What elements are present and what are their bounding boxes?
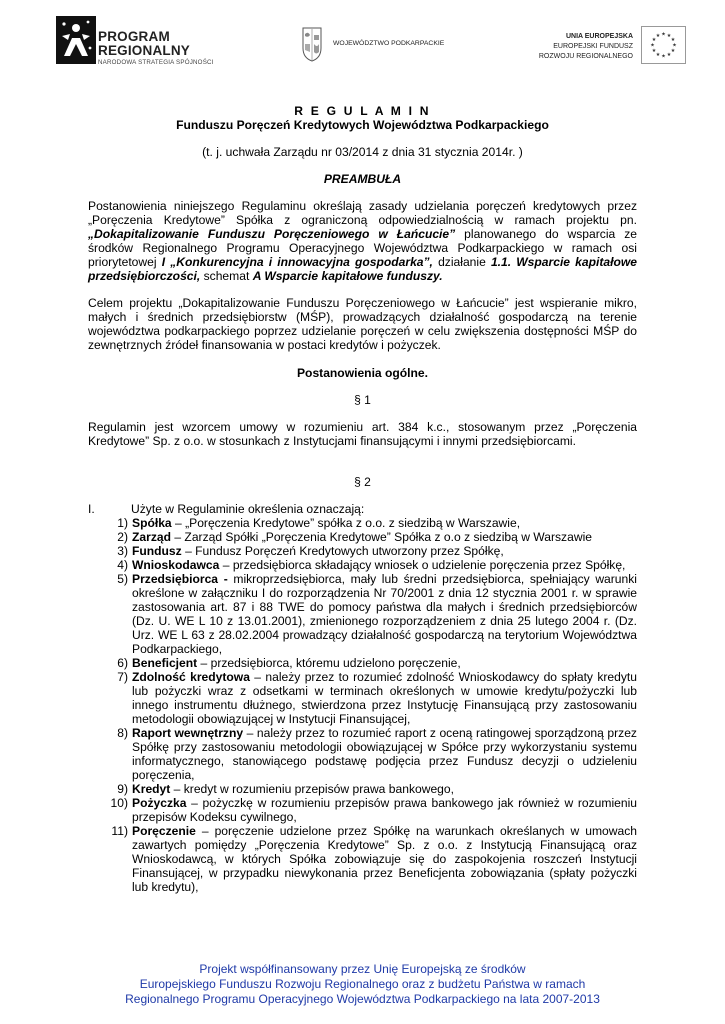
definition-number: 9) (117, 782, 128, 796)
doc-resolution: (t. j. uchwała Zarządu nr 03/2014 z dnia 31 stycznia 2014r. ) (202, 145, 523, 159)
svg-text:★: ★ (670, 48, 676, 54)
definition-term: Spółka (132, 516, 172, 530)
definition-text (132, 726, 637, 782)
definition-text (132, 530, 637, 544)
svg-text:★: ★ (655, 52, 661, 59)
definition-number: 5) (117, 572, 128, 586)
general-provisions-heading: Postanowienia ogólne. (296, 366, 429, 380)
eu-line2: EUROPEJSKI FUNDUSZ (553, 43, 633, 50)
definition-text (132, 656, 637, 670)
definition-item (88, 670, 637, 726)
definition-number: 7) (117, 670, 128, 684)
definition-term: Fundusz (132, 544, 182, 558)
definition-number: 8) (117, 726, 128, 740)
definition-term: Zarząd (132, 530, 171, 544)
program-regionalny-emblem-icon (56, 16, 96, 64)
definition-number: 10) (110, 796, 128, 810)
paragraph-1-text: Regulamin jest wzorcem umowy w rozumieniu art. 384 k.c., stosowanym przez „Poręczenia Kredytowe” Sp. z o.o. w stosunkach z Instytucjami finansującymi i innymi przedsiębiorcami. (88, 420, 637, 448)
definition-description: – poręczenie udzielone przez Spółkę na warunkach określanych w umowach zawartych pomiędzy „Poręczenia Kredytowe” Sp. z o.o. z Instytucją Finansującą oraz Wnioskodawcą, w których Spółka zobowiązuje się do zaspokojenia roszczeń Instytucji Finansującej, w przypadku niewykonania przez Beneficjenta zobowiązania (spłaty pożyczki lub kredytu), (132, 824, 637, 894)
definition-number: 4) (117, 558, 128, 572)
roman-number: I. (88, 502, 95, 516)
definition-description: – przedsiębiorca, któremu udzielono poręczenie, (197, 656, 461, 670)
svg-text:★: ★ (666, 52, 672, 59)
definition-number: 3) (117, 544, 128, 558)
definition-item (88, 824, 637, 894)
definition-term: Wnioskodawca (132, 558, 220, 572)
definition-description: – należy przez to rozumieć raport z oceną ratingowej sporządzoną przez Spółkę przy zastosowaniu metodologii obowiązującej w Spółce przy wykorzystaniu systemu informatycznego, stanowiącego podstawę podjęcia przez Fundusz decyzji o udzieleniu poręczenia, (132, 726, 637, 782)
p1-text-a: Postanowienia niniejszego Regulaminu określają zasady udzielania poręczeń kredytowych przez „Poręczenia Kredytowe” Spółka z ograniczoną odpowiedzialnością w ramach projektu pn. (88, 199, 637, 227)
definition-term: Zdolność kredytowa (132, 670, 250, 684)
definition-description: – kredyt w rozumieniu przepisów prawa bankowego, (170, 782, 454, 796)
definition-item (88, 796, 637, 824)
doc-title: R E G U L A M I N (294, 104, 431, 118)
p1-text-c: planowanego do wsparcia ze środków Regionalnego Programu Operacyjnego Województwa Podkarpackiego w ramach osi priorytetowej (88, 227, 637, 269)
eu-label (539, 32, 633, 62)
definition-description: – Fundusz Poręczeń Kredytowych utworzony przez Spółkę, (181, 544, 504, 558)
program-regionalny-logo (56, 16, 226, 68)
preamble-paragraph-1 (88, 199, 637, 283)
definition-text (132, 558, 637, 572)
footer-line1: Projekt współfinansowany przez Unię Europejską ze środków (199, 962, 526, 976)
p1-measure: 1.1. Wsparcie kapitałowe przedsiębiorczości, (88, 255, 638, 283)
program-line1: PROGRAM (98, 29, 170, 44)
definition-description: – przedsiębiorca składający wniosek o udzielenie poręczenia przez Spółkę, (219, 558, 626, 572)
definition-term: Przedsiębiorca - (132, 572, 228, 586)
document-body (88, 104, 637, 894)
definition-item (88, 726, 637, 782)
doc-subtitle: Funduszu Poręczeń Kredytowych Województwa Podkarpackiego (176, 118, 549, 132)
definition-item (88, 544, 637, 558)
p1-priority-axis: I „Konkurencyjna i innowacyjna gospodarka”, (161, 255, 433, 269)
definition-term: Poręczenie (132, 824, 196, 838)
program-line2: REGIONALNY (98, 43, 191, 58)
svg-text:★: ★ (651, 48, 657, 54)
svg-text:★: ★ (666, 32, 672, 39)
definition-description: mikroprzedsiębiorca, mały lub średni przedsiębiorca, spełniający warunki określone w załączniku I do rozporządzenia Nr 70/2001 z dnia 12 stycznia 2001 r. w sprawie zastosowania art. 87 i 88 TWE do pomocy państwa dla małych i średnich przedsiębiorców (Dz. U. WE L 10 z 13.01.2001), zmienionego rozporządzeniem z dnia 25 lutego 2004 r. (Dz. Urz. WE L 63 z 28.02.2004 prowadzący działalność gospodarczą na terytorium Województwa Podkarpackiego, (132, 572, 637, 656)
p1-scheme: A Wsparcie kapitałowe funduszy. (252, 269, 443, 283)
definition-number: 11) (111, 824, 128, 838)
paragraph-2-sign: § 2 (354, 475, 371, 489)
definition-text (132, 824, 637, 894)
roman-item (88, 502, 637, 516)
definition-item (88, 516, 637, 530)
definition-text (132, 670, 637, 726)
definition-text (132, 544, 637, 558)
definition-text (132, 572, 637, 656)
page-footer (0, 962, 725, 1007)
eu-line3: ROZWOJU REGIONALNEGO (538, 53, 633, 60)
svg-text:★: ★ (670, 37, 676, 43)
definition-term: Raport wewnętrzny (132, 726, 244, 740)
definition-item (88, 558, 637, 572)
p1-text-e: działanie (432, 255, 491, 269)
definition-item (88, 530, 637, 544)
roman-text: Użyte w Regulaminie określenia oznaczają: (131, 502, 365, 516)
preamble-paragraph-2: Celem projektu „Dokapitalizowanie Funduszu Poręczeniowego w Łańcucie” jest wspieranie mikro, małych i średnich przedsiębiorstw (MŚP), prowadzących działalność gospodarczą na terenie województwa podkarpackiego poprzez udzielanie poręczeń w celu zwiększenia dostępności MŚP do zewnętrznych źródeł finansowania w postaci kredytów i pożyczek. (88, 296, 637, 352)
page-header (0, 0, 725, 80)
svg-text:★: ★ (661, 53, 666, 60)
definition-description: – należy przez to rozumieć zdolność Wnioskodawcy do spłaty kredytu lub pożyczki wraz z odsetkami w terminach określonych w umowie kredytu/pożyczki lub innego instrumentu dłużnego, stwierdzona przez Instytucję Finansującą przy zastosowaniu metodologii obowiązującej w Instytucji Finansującej, (132, 670, 638, 726)
definition-item (88, 656, 637, 670)
definition-number: 6) (117, 656, 128, 670)
voivodeship-label: WOJEWÓDZTWO PODKARPACKIE (333, 40, 445, 47)
eu-line1: UNIA EUROPEJSKA (565, 33, 633, 40)
svg-text:★: ★ (655, 32, 661, 39)
definition-number: 2) (117, 530, 128, 544)
svg-text:★: ★ (672, 42, 677, 49)
definition-description: – „Poręczenia Kredytowe” spółka z o.o. z siedzibą w Warszawie, (171, 516, 521, 530)
definition-text (132, 796, 637, 824)
definition-description: – Zarząd Spółki „Poręczenia Kredytowe” Spółka z o.o z siedzibą w Warszawie (170, 530, 592, 544)
svg-text:★: ★ (661, 31, 666, 38)
p1-project-name: „Dokapitalizowanie Funduszu Poręczeniowego w Łańcucie” (88, 227, 456, 241)
p1-text-g: schemat (200, 269, 253, 283)
definition-text (132, 516, 637, 530)
coat-of-arms-icon (301, 26, 323, 62)
definition-term: Beneficjent (132, 656, 198, 670)
definition-description: – pożyczkę w rozumieniu przepisów prawa bankowego jak również w rozumieniu przepisów Kodeksu cywilnego, (132, 796, 637, 824)
svg-text:★: ★ (650, 42, 655, 49)
footer-line3: Regionalnego Programu Operacyjnego Województwa Podkarpackiego na lata 2007-2013 (125, 992, 600, 1006)
definition-number: 1) (117, 516, 128, 530)
preamble-heading: PREAMBUŁA (323, 172, 402, 186)
definition-item (88, 572, 637, 656)
definitions-list (88, 516, 637, 894)
program-line3: NARODOWA STRATEGIA SPÓJNOŚCI (98, 59, 214, 66)
definition-term: Pożyczka (132, 796, 187, 810)
paragraph-1-sign: § 1 (354, 393, 371, 407)
definition-text (132, 782, 637, 796)
definition-item (88, 782, 637, 796)
definition-term: Kredyt (132, 782, 171, 796)
svg-text:★: ★ (651, 37, 657, 43)
footer-line2: Europejskiego Funduszu Rozwoju Regionalnego oraz z budżetu Państwa w ramach (139, 977, 586, 991)
eu-flag-icon (641, 26, 686, 64)
